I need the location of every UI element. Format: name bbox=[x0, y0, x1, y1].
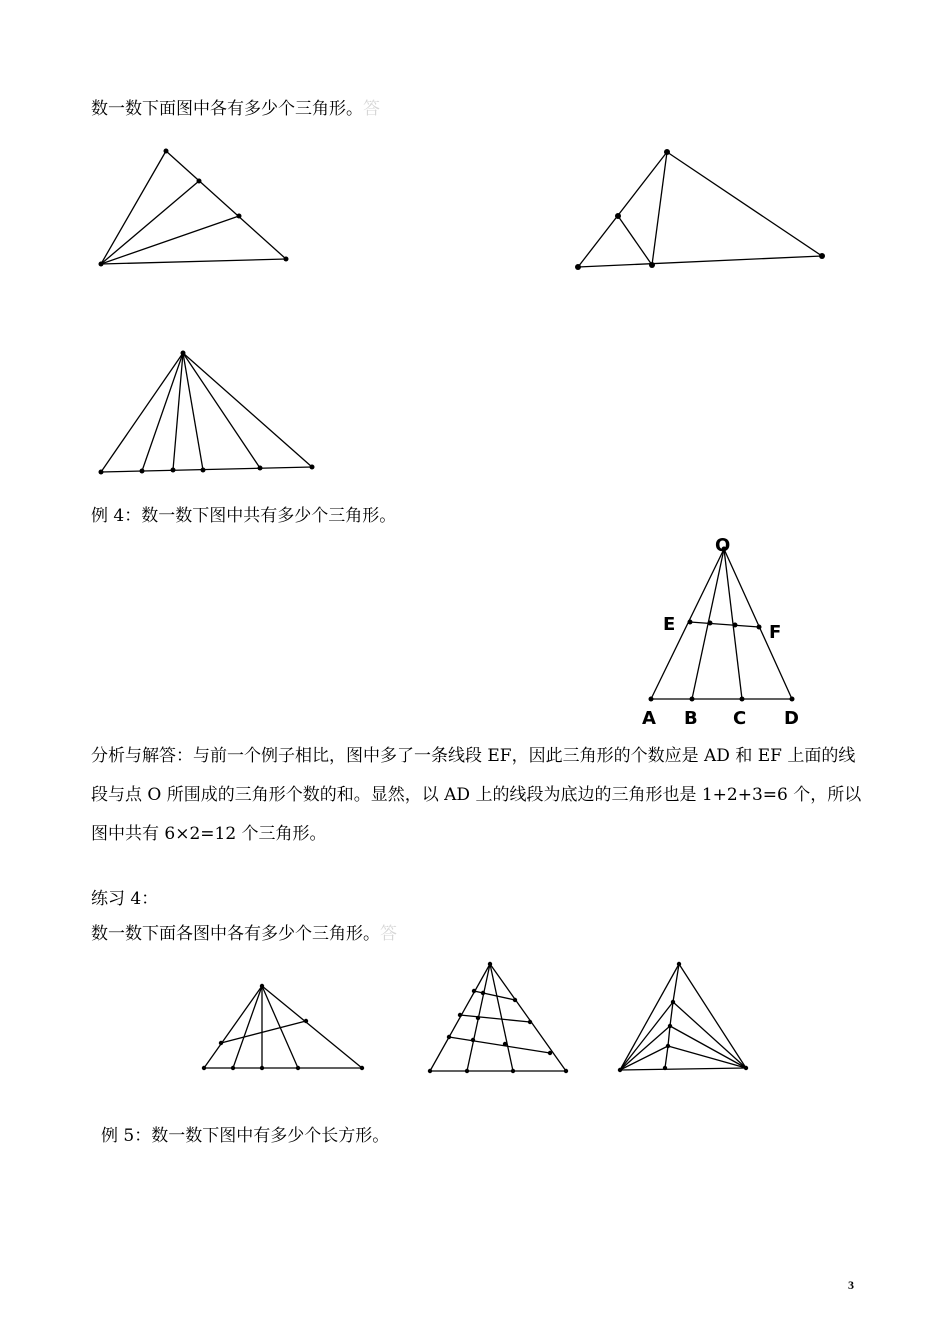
label-E: E bbox=[663, 614, 676, 635]
practice-4-question: 数一数下面各图中各有多少个三角形。 bbox=[91, 924, 380, 944]
label-C: C bbox=[733, 708, 747, 729]
figure-2-triangle bbox=[575, 149, 825, 270]
practice-figure-3 bbox=[618, 962, 748, 1072]
label-B: B bbox=[684, 708, 698, 729]
label-F: F bbox=[769, 622, 782, 643]
q1-question: 数一数下面图中各有多少个三角形。 bbox=[91, 99, 363, 119]
q1-answer-faint: 答 bbox=[363, 99, 380, 119]
example-5-title: 例 5：数一数下图中有多少个长方形。 bbox=[101, 1126, 390, 1146]
figure-3-triangle bbox=[99, 351, 315, 475]
page-number: 3 bbox=[848, 1278, 854, 1292]
figure-1-triangle bbox=[99, 149, 289, 267]
example-4-figure bbox=[642, 535, 799, 729]
label-D: D bbox=[784, 708, 799, 729]
example-4-title: 例 4：数一数下图中共有多少个三角形。 bbox=[91, 506, 397, 526]
practice-figure-1 bbox=[202, 984, 364, 1070]
practice-4-title: 练习 4： bbox=[91, 889, 159, 909]
analysis-paragraph: 分析与解答：与前一个例子相比，图中多了一条线段 EF，因此三角形的个数应是 AD 和 EF 上面的线段与点 O 所围成的三角形个数的和。显然，以 AD 上的线段为底边的三角形也是 1+2+3=6 个，所以图中共有 6×2=12 个三角形。 bbox=[91, 746, 862, 844]
label-O: O bbox=[715, 535, 731, 556]
practice-4-answer-faint: 答 bbox=[380, 924, 397, 944]
practice-4-text bbox=[91, 926, 397, 943]
practice-figure-2 bbox=[428, 962, 568, 1073]
label-A: A bbox=[642, 708, 656, 729]
